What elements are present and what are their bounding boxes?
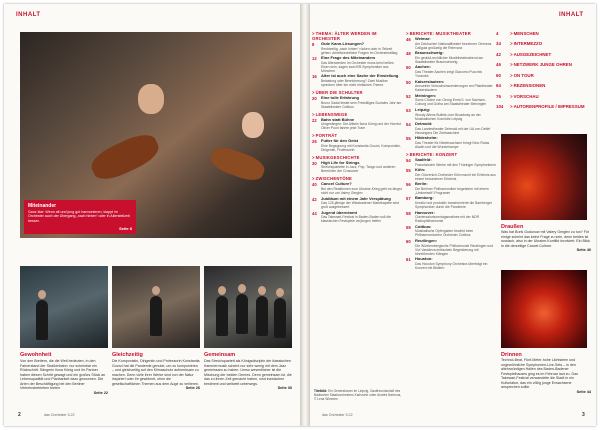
toc-page-number: 59 <box>406 224 411 230</box>
caption-page-ref: Seite 8 <box>119 226 132 231</box>
caption-drinnen <box>501 352 591 394</box>
toc-entry-title: Bahn statt Bühne <box>321 116 355 122</box>
toc-section-heading: > THEMA: ÄLTER WERDEN IM ORCHESTER <box>312 31 402 41</box>
toc-entry-title: Jubiläum mit einem Jahr Verspätung <box>321 195 391 201</box>
toc-page-number: 55 <box>406 136 411 142</box>
toc-entry-text <box>321 74 402 87</box>
teaser-title: Gewohnheit <box>20 352 52 358</box>
toc-entry-description: Der Gürzenich-Orchester Köln macht ein Erlebnis aus einem besonderen Erlebnis <box>415 172 496 181</box>
toc-entry-description: Die Berliner Philharmoniker begeistern mit einem „Umkreiselt“-Programm <box>415 186 489 195</box>
toc-page-number: 60 <box>406 239 411 245</box>
right-page-header: INHALT <box>559 12 584 18</box>
toc-entry[interactable] <box>406 65 496 78</box>
left-page-header: INHALT <box>16 12 41 18</box>
toc-section-heading: > ZWISCHENTÖNE <box>312 176 402 181</box>
person-figure <box>274 298 286 338</box>
toc-entry-description: Umgestiegen: Die Altistin Ilona König und der Hornist Oliver Puon fahren jetzt Tram <box>321 122 401 131</box>
toc-entry-description: Die Württembergische Philharmonie Reutlingen und Vivi Vassileva entfacheln Begeisterung mit hinreißenden Klängen <box>415 243 494 256</box>
musician-figure <box>242 112 264 138</box>
toc-entry[interactable] <box>406 182 496 195</box>
toc-entry-description: Kreativ und produktiv transformierte die Bamberger Symphoniker durch die Pandemie <box>415 201 492 210</box>
toc-entry-description: Das Landestheater Detmold mit der UA von Detlef Heusingers Die Zeitmaschine <box>415 126 491 135</box>
toc-entry-title: Eine tolle Erfahrung <box>321 94 360 100</box>
toc-entry[interactable] <box>312 74 402 87</box>
rubric-item[interactable] <box>496 49 596 60</box>
toc-entry[interactable] <box>406 196 496 209</box>
toc-entry-text <box>415 182 496 195</box>
rubric-label: > AUTORENPROFILE / IMPRESSUM <box>510 104 584 109</box>
toc-entry-title: Eine Frage des Miteinanders <box>321 55 376 61</box>
person-figure <box>216 296 228 336</box>
toc-entry-description: Das Houston Symphony Orchestra überträgt ein Konzert mit Bildlern <box>415 261 488 270</box>
toc-page-number: 16 <box>312 74 317 80</box>
toc-entry[interactable] <box>406 37 496 50</box>
caption-page-ref: Seite 44 <box>576 389 591 394</box>
toc-entry-text <box>321 161 402 174</box>
toc-entry-text <box>415 257 496 270</box>
caption-text: Ganz klar: Wenn alt und jung gut harmonieren, klappt im Orchester auch der Übergang „nach hinten“ oder in Altersteilzeit besser. <box>28 210 130 223</box>
toc-page-number: 56 <box>406 182 411 188</box>
cover-credit <box>314 390 404 402</box>
toc-entry-title: Braunschweig: <box>415 50 444 56</box>
teaser-gemeinsam <box>204 352 292 390</box>
rubric-page-number: 76 <box>496 93 501 99</box>
toc-entry-text <box>415 136 496 149</box>
toc-entry-description: Eine Begegnung mit Konstantia Gourzi, Komponistin, Dirigentin, Professorin <box>321 143 401 152</box>
toc-entry-title: Alter ist auch eine Sache der Einstellung <box>321 73 399 79</box>
rubric-list <box>496 28 596 112</box>
toc-page-number: 8 <box>312 42 315 47</box>
toc-entry[interactable] <box>312 211 402 224</box>
toc-entry-title: Weimar: <box>415 36 431 41</box>
rubric-page-number: 34 <box>496 41 501 47</box>
toc-entry-description: Das Älterwerden im Orchester muss kein heißes Eisen sein, sagen zwei BR-Symphoniker aus München <box>321 60 394 73</box>
toc-page-number: 53 <box>406 107 411 113</box>
right-page-number: 3 <box>582 412 585 418</box>
violin-shape <box>87 129 163 186</box>
toc-entry-description: Das Takewari-Festival in Baden-Baden soll die klassischen Festspiele verjüngen helfen <box>321 215 391 224</box>
toc-page-number: 48 <box>406 51 411 57</box>
rubric-label: > VORSCHAU <box>510 94 539 99</box>
toc-page-number: 40 <box>312 182 317 188</box>
toc-entry-title: Cottbus: <box>415 223 432 229</box>
rubric-label: > REZENSIONEN <box>510 83 545 88</box>
toc-entry-description: Am Deutschen Nationaltheater bezeirnen Clemens Caligula großartig die Relevanz <box>415 41 492 50</box>
toc-entry-title: Jugend übernimmt <box>321 209 358 215</box>
person-head <box>238 284 246 293</box>
toc-page-number: 58 <box>406 210 411 216</box>
toc-entry-text <box>321 96 402 109</box>
toc-entry-description: Woody Allens Bullets over Broadway an der Musikalischen Komödie Leipzig <box>415 112 481 121</box>
toc-page-number: 50 <box>406 65 411 71</box>
toc-entry[interactable] <box>406 257 496 270</box>
string-quartet-photo <box>204 266 292 348</box>
caption-title: Drinnen <box>501 352 522 358</box>
toc-entry-title: Saalfeld: <box>415 156 432 162</box>
toc-entry-text <box>415 158 496 167</box>
toc-section-heading: > BERICHTE: KONZERT <box>406 152 496 157</box>
toc-page-number: 54 <box>406 122 411 128</box>
person-figure <box>36 300 48 340</box>
teaser-page-ref: Seite 30 <box>277 386 292 390</box>
person-head <box>218 286 226 295</box>
toc-entry-description: Belastung oder Bereicherung? Zwei Musiker sprechen über ein nicht einfaches Thema <box>321 78 388 87</box>
caption-page-ref: Seite 40 <box>576 248 591 252</box>
toc-entry-text <box>415 211 496 224</box>
violin-shape <box>208 143 268 184</box>
toc-entry-title: Hildesheim: <box>415 135 438 141</box>
toc-entry-title: Detmold: <box>415 121 433 127</box>
toc-entry-text <box>321 139 402 152</box>
toc-entry[interactable] <box>406 122 496 135</box>
teaser-text: Die Komponistin, Dirigentin und Professorin Konstantia Gourzi hat die Pandemie genutzt, um zu komponieren – und gleichzeitig auf den Klimaschutz aufmerksam zu machen. Denn viele ihrer Werke sind von der Natur inspiriert oder ihr gewidmet, ohne die gesellschaftlichen Themen aus dem Auge zu verlieren. <box>112 359 200 386</box>
rubric-label: > MENSCHEN <box>510 31 539 36</box>
tram-driver-photo <box>20 266 108 348</box>
toc-entry[interactable] <box>312 118 402 131</box>
toc-entry-text <box>415 108 496 121</box>
toc-entry-text <box>415 225 496 238</box>
toc-entry-description: Ein geduld-rechtlicher Musiktheaterabend am Staatstheater Braunschweig <box>415 55 484 64</box>
toc-column-2 <box>406 28 496 271</box>
right-page-footer: das Orchester 5.22 <box>322 413 353 417</box>
person-figure <box>256 296 268 336</box>
rubric-page-number: 42 <box>496 51 501 57</box>
rubric-item[interactable] <box>496 39 596 50</box>
magazine-spread <box>4 4 596 426</box>
page-gutter <box>300 4 310 426</box>
toc-page-number: 57 <box>406 196 411 202</box>
toc-entry-text <box>321 211 402 224</box>
teaser-text: Das Streichquartett als Königsdisziplin der klassischen Kammermusik scheint nur sehr wenig mit dem Jazz gemeinsam zu haben. Umso wesentlicher ist die Mischung der beiden Genres. Denn gemeinsam ist, die das zu ihnen Zeit gemacht haben, sind inzwischen bestimmt und weltweit unterwegs. <box>204 359 292 386</box>
rubric-label: > AUSGEZEICHNET <box>510 52 551 57</box>
toc-entry-text <box>415 168 496 181</box>
toc-entry[interactable] <box>406 51 496 64</box>
toc-entry[interactable] <box>406 80 496 93</box>
rubric-item[interactable] <box>496 91 596 102</box>
cover-credit-title: Titelbild: <box>314 389 328 393</box>
toc-entry[interactable] <box>406 158 496 167</box>
toc-entry[interactable] <box>312 182 402 195</box>
rubric-item[interactable] <box>496 81 596 92</box>
toc-page-number: 22 <box>312 117 317 123</box>
toc-entry[interactable] <box>312 42 402 55</box>
rubric-item[interactable] <box>496 60 596 71</box>
toc-entry-text <box>321 182 402 195</box>
toc-entry[interactable] <box>406 168 496 181</box>
toc-entry-title: Meiningen: <box>415 92 437 98</box>
toc-entry-title: Köln: <box>415 167 426 173</box>
cover-credit-text: Ein Generationen im Leipzig, Gastfreundschaft des Badischen Staatsorchesters Karlsruhe unter Andrés Narbona, © Lena Wimmen <box>314 389 402 401</box>
caption-draussen <box>501 224 591 252</box>
toc-page-number: 26 <box>312 139 317 145</box>
rubric-page-number: 104 <box>496 104 504 110</box>
toc-entry-text <box>321 197 402 210</box>
person-head <box>38 290 46 299</box>
toc-entry-text <box>415 37 496 50</box>
toc-page-number: 52 <box>406 93 411 99</box>
toc-page-number: 20 <box>312 95 317 101</box>
toc-entry-text <box>321 42 402 55</box>
toc-section-heading: > LEBENSWEGE <box>312 112 402 117</box>
toc-entry-title: Berlin: <box>415 181 428 187</box>
toc-entry-title: Kaiserslautern: <box>415 78 445 84</box>
toc-entry-title: Gute Kann-Lösungen? <box>321 41 365 46</box>
toc-entry-text <box>415 94 496 107</box>
rubric-label: > ON TOUR <box>510 73 534 78</box>
toc-entry-title: Futter für den Geist <box>321 138 359 144</box>
toc-entry-description: Französische Werke mit den Thüringer Symphonikern <box>415 162 496 167</box>
toc-entry-text <box>321 118 402 131</box>
toc-entry-text <box>415 122 496 135</box>
toc-page-number: 54 <box>406 157 411 163</box>
teaser-title: Gleichzeitig <box>112 352 143 358</box>
toc-entry[interactable] <box>406 211 496 224</box>
rubric-item[interactable] <box>496 28 596 39</box>
opera-stage-photo <box>501 134 587 220</box>
toc-entry[interactable] <box>406 239 496 256</box>
toc-page-number: 30 <box>312 160 317 166</box>
toc-entry-description: Streichquartette in Jazz, Pop, Tango und anderen Bereichen der Crossover <box>321 165 396 174</box>
person-figure <box>236 294 248 334</box>
toc-entry-title: Bamberg: <box>415 195 434 201</box>
toc-entry-text <box>415 196 496 209</box>
toc-page-number: 46 <box>406 37 411 42</box>
toc-entry-title: High Life for Strings <box>321 159 360 165</box>
rubric-item[interactable] <box>496 70 596 81</box>
toc-page-number: 44 <box>312 210 317 216</box>
rubric-page-number: 60 <box>496 72 501 78</box>
toc-entry-text <box>415 65 496 78</box>
toc-column-1 <box>312 28 402 225</box>
toc-entry-title: Reutlingen: <box>415 238 437 244</box>
toc-entry-description: Sonic Choice von Georg Ernst II. von Sachsen-Coburg und Gotha am Staatstheater Meiningen <box>415 98 487 107</box>
toc-entry-title: Cancel Culture? <box>321 181 352 187</box>
person-head <box>276 288 284 297</box>
person-figure <box>150 296 162 336</box>
person-head <box>258 286 266 295</box>
toc-entry-text <box>415 51 496 64</box>
toc-page-number: 50 <box>406 79 411 85</box>
toc-page-number: 55 <box>406 168 411 174</box>
toc-entry[interactable] <box>312 197 402 210</box>
rubric-page-number: 64 <box>496 83 501 89</box>
toc-section-heading: > MUSIKGESCHICHTE <box>312 155 402 160</box>
toc-entry-description: Rechtzeitig „nach hinten“ rücken oder in Teilzeit gehen: Arbeitsrechtliche Fragen im Orchesteralltag <box>321 46 398 55</box>
toc-entry-text <box>415 80 496 93</box>
toc-section-heading: > BERICHTE: MUSIKTHEATER <box>406 31 496 36</box>
left-page-footer: das Orchester 5.22 <box>44 413 75 417</box>
toc-entry[interactable] <box>406 108 496 121</box>
person-head <box>152 286 160 295</box>
toc-entry-title: Aachen: <box>415 64 431 70</box>
rubric-label: > NETZWERK JUNGE OHREN <box>510 62 572 67</box>
toc-entry-title: Hannover: <box>415 209 435 215</box>
festival-stage-photo <box>501 270 587 348</box>
toc-entry-title: Houston: <box>415 256 433 262</box>
toc-entry-description: Bruno Sadal leistet sein Freiwilliges Soziales Jahr am Staatstheater Cottbus <box>321 100 402 109</box>
toc-page-number: 42 <box>312 196 317 202</box>
toc-entry[interactable] <box>406 136 496 149</box>
toc-entry[interactable] <box>312 56 402 73</box>
toc-entry[interactable] <box>312 139 402 152</box>
toc-entry-description: Das Theater für Niedersachsen bringt Nino Rotas Aladin und die Wunderlampe <box>415 140 490 149</box>
teaser-page-ref: Seite 26 <box>185 386 200 390</box>
toc-entry[interactable] <box>312 161 402 174</box>
teaser-page-ref: Seite 22 <box>93 390 108 395</box>
toc-section-heading: > PORTRÄT <box>312 133 402 138</box>
toc-entry-description: Das 125-jährige der Wiesbadener Marktkapelle wird groß ausgebessert <box>321 201 400 210</box>
toc-entry[interactable] <box>312 96 402 109</box>
musician-figure <box>138 84 164 114</box>
left-page-number: 2 <box>18 412 21 418</box>
caption-title: Draußen <box>501 224 524 230</box>
toc-entry-text <box>321 56 402 73</box>
toc-entry-description: Das Theater Aachen zeigt Giacomo Puccinis Turandot <box>415 69 483 78</box>
caption-title: Miteinander <box>28 203 57 209</box>
toc-page-number: 61 <box>406 257 411 263</box>
rubric-page-number: 4 <box>496 30 499 36</box>
teaser-gewohnheit <box>20 352 108 395</box>
caption-text: Technoi-Beat, Fünf-Meter-hohe Lichtsteen und ungewöhnliche Symphonien-Live-Sets – in den altehrwürdigen Hallen des Baden-Badener Festspielhauses ging es im Februar laut zu. Das Takewari-Festival verwandelte die Stadt in ein Kulturlabor, das ein völlig junge Erwachsene ansprechen sollte. <box>501 358 578 389</box>
teaser-text: Von den Brettern, die die Welt bedeuten, in den Fahrerstand der Straßenbahn: nur scheinbar ein Rückschritt. Sängerin Ilona König und ihr Partner haben diesen Schritt gewagt und ein großes Stück an Lebensqualität und Planbarkeit dazu gewonnen. Die Arten der Beschäftigung bei den Berliner Verkehrsbetrieben bieten <box>20 359 106 390</box>
toc-entry-description: Bei den Reaktionen zum Ukraine-Krieg geht es längst nicht nur um Valery Gergiev <box>321 186 402 195</box>
rubric-item[interactable] <box>496 102 596 113</box>
teaser-gleichzeitig <box>112 352 200 390</box>
composer-photo <box>112 266 200 348</box>
photo-caption-box <box>24 200 136 234</box>
rubric-label: > INTERMEZZO <box>510 41 542 46</box>
teaser-title: Gemeinsam <box>204 352 236 358</box>
toc-entry[interactable] <box>406 94 496 107</box>
toc-entry-title: Leipzig: <box>415 106 431 112</box>
toc-page-number: 12 <box>312 56 317 62</box>
toc-entry-description: Claviersalonsonntagsmatinee mit der NDR Radiophilharmonie <box>415 215 480 224</box>
toc-entry[interactable] <box>406 225 496 238</box>
toc-section-heading: > ÜBER DIE SCHULTER <box>312 90 402 95</box>
caption-text: Was hat Boris Godunow mit Valery Gergiev zu tun? Für einige scheint das keine Frage zu sein, denn beides ist russisch, also in der Ukraine-Konflikt involviert. Ein Blick in die derzeitige Cancel-Culture. <box>501 230 591 248</box>
toc-entry-description: Musikalische Opfergaben bewirkt beim Philharmonischen Orchester Cottbus <box>415 229 474 238</box>
toc-entry-text <box>415 239 496 256</box>
rubric-page-number: 46 <box>496 62 501 68</box>
thumbnail-row <box>20 266 292 348</box>
toc-entry-description: Annuelnie Versuchsinszenierungen am Pfalztheater Kaiserslautern <box>415 84 493 93</box>
